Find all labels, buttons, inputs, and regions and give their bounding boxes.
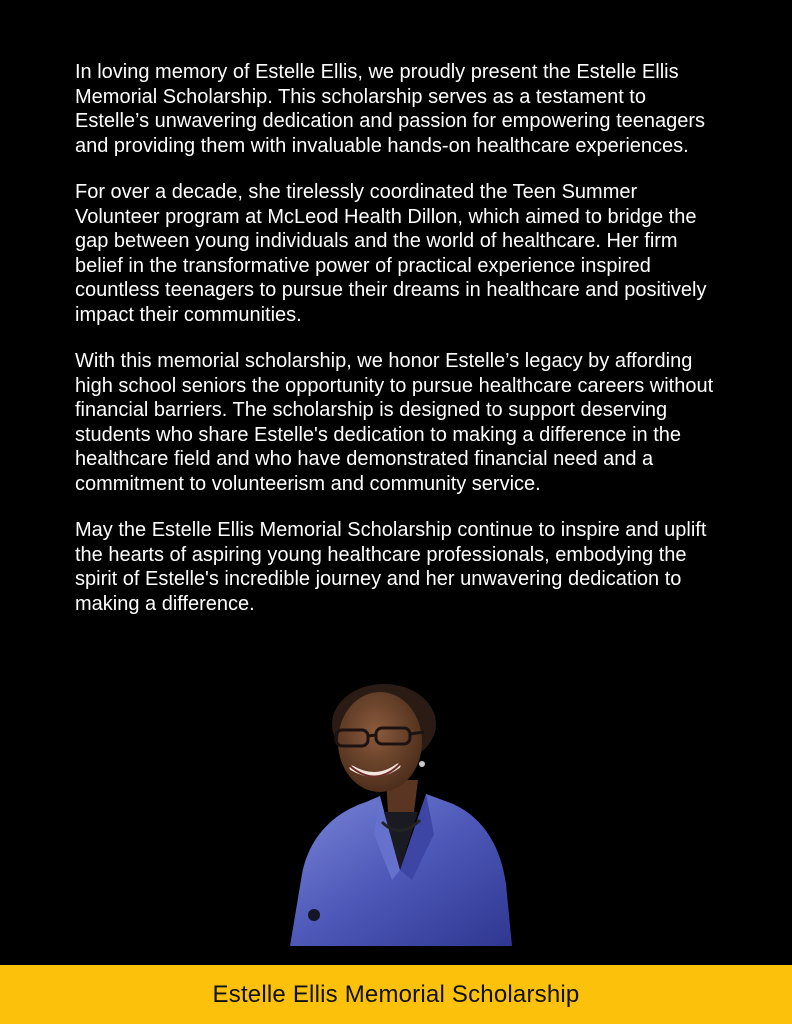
purpose-paragraph: With this memorial scholarship, we honor Estelle’s legacy by affording high school seniors the opportunity to pursue healthcare careers without financial barriers. The scholarship is designed to support deserving students who share Estelle's dedication to making a difference in the healthcare field and who have demonstrated financial need and a commitment to volunteerism and community service.: [75, 350, 714, 495]
footer-title: Estelle Ellis Memorial Scholarship: [212, 980, 580, 1008]
body-text: [75, 60, 725, 638]
history-paragraph: For over a decade, she tirelessly coordinated the Teen Summer Volunteer program at McLeod Health Dillon, which aimed to bridge the gap between young individuals and the world of healthcare. Her firm belief in the transformative power of practical experience inspired countless teenagers to pursue their dreams in healthcare and positively impact their communities.: [75, 181, 707, 326]
intro-paragraph: In loving memory of Estelle Ellis, we proudly present the Estelle Ellis Memorial Scholarship. This scholarship serves as a testament to Estelle’s unwavering dedication and passion for empowering teenagers and providing them with invaluable hands-on healthcare experiences.: [75, 61, 706, 157]
footer-banner: [0, 965, 792, 1024]
portrait-photo: [288, 684, 514, 946]
closing-paragraph: May the Estelle Ellis Memorial Scholarship continue to inspire and uplift the hearts of aspiring young healthcare professionals, embodying the spirit of Estelle's incredible journey and her unwavering dedication to making a difference.: [75, 519, 707, 615]
